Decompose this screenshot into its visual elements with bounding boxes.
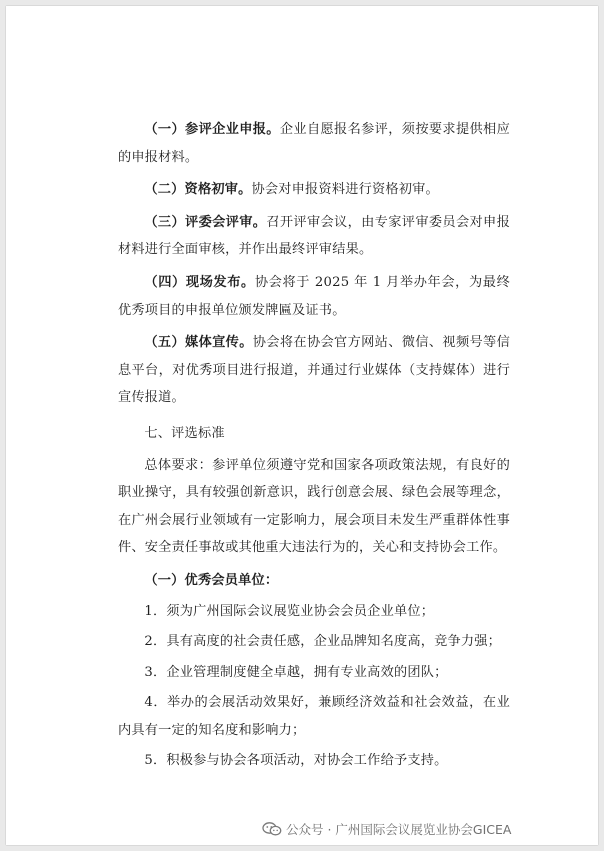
step-4-text: 协会将于 2025 年 1 月举办年会，为最终优秀项目的申报单位颁发牌匾及证书。 [118,274,510,318]
step-4 [118,269,510,324]
step-2-label: （二）资格初审。 [144,182,252,198]
step-4-label: （四）现场发布。 [144,274,255,290]
document-page [6,6,598,845]
step-1 [118,116,510,171]
general-requirements: 总体要求：参评单位须遵守党和国家各项政策法规，有良好的职业操守，具有较强创新意识，践行创意会展、绿色会展等理念，在广州会展行业领域有一定影响力，展会项目未发生严重群体性事件、安全责任事故或其他重大违法行为的，关心和支持协会工作。 [118,457,510,556]
step-1-text: 企业自愿报名参评，须按要求提供相应的申报材料。 [118,122,510,165]
document-body [118,116,510,775]
step-3 [118,209,510,264]
criteria-item-3: 3．企业管理制度健全卓越，拥有专业高效的团队； [144,664,448,680]
step-5-label: （五）媒体宣传。 [144,335,253,351]
wechat-icon [262,822,282,836]
step-5-text: 协会将在协会官方网站、微信、视频号等信息平台，对优秀项目进行报道，并通过行业媒体（支持媒体）进行宣传报道。 [118,335,510,406]
subsection-heading-text: （一）优秀会员单位： [144,572,279,588]
criteria-item-1: 1．须为广州国际会议展览业协会会员企业单位； [144,603,435,619]
watermark-text: 公众号 · 广州国际会议展览业协会GICEA [286,822,512,837]
step-5 [118,329,510,412]
subsection-heading [118,567,510,595]
step-2-text: 协会对申报资料进行资格初审。 [251,182,439,198]
step-3-text: 召开评审会议，由专家评审委员会对申报材料进行全面审核，并作出最终评审结果。 [118,214,510,258]
criteria-item-4: 4．举办的会展活动效果好，兼顾经济效益和社会效益，在业内具有一定的知名度和影响力； [118,695,510,738]
criteria-item-5: 5．积极参与协会各项活动，对协会工作给予支持。 [144,753,448,769]
step-2 [118,176,510,204]
section-7-heading: 七、评选标准 [144,425,225,441]
criteria-item-2: 2．具有高度的社会责任感，企业品牌知名度高，竞争力强； [144,634,502,650]
wechat-watermark [262,820,511,838]
step-1-label: （一）参评企业申报。 [144,122,280,137]
step-3-label: （三）评委会评审。 [144,214,267,230]
